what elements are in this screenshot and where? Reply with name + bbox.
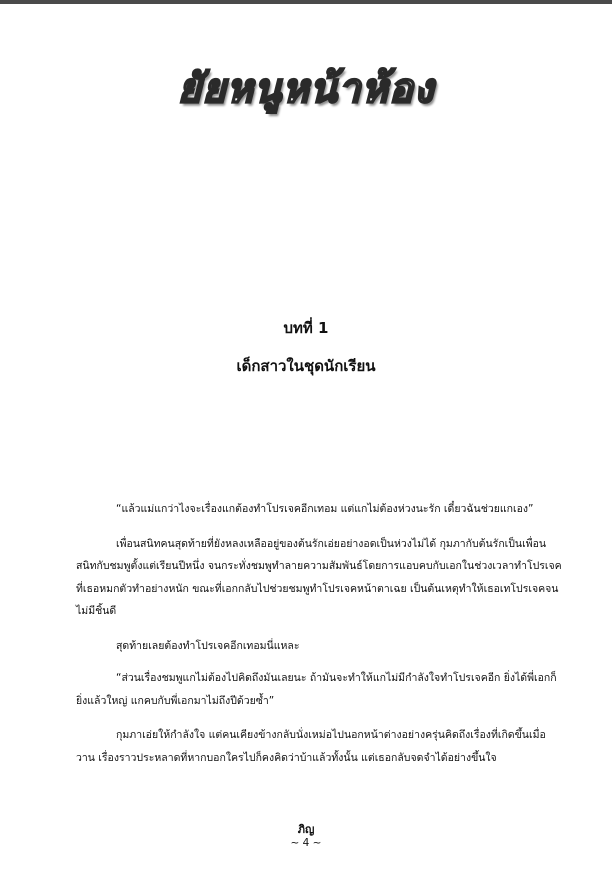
paragraph: “แล้วแม่แกว่าไงจะเรื่องแกต้องทำโปรเจคอีกเทอม แต่แกไม่ต้องห่วงนะรัก เดี๋ยวฉันช่วยแกเอง” (116, 503, 534, 515)
chapter-title: เด็กสาวในชุดนักเรียน (236, 357, 376, 375)
document-page (0, 4, 612, 882)
paragraph: “ส่วนเรื่องชมพูแกไม่ต้องไปคิดถึงมันเลยนะ ถ้ามันจะทำให้แกไม่มีกำลังใจทำโปรเจคอีก ยิ่งได้พี่เอกก็ยิ่งแล้วใหญ่ แกคบกับพี่เอกมาไม่ถึงปีด้วยซ้ำ” (76, 672, 557, 707)
paragraph: สุดท้ายเลยต้องทำโปรเจคอีกเทอมนี่แหละ (116, 639, 300, 652)
paragraph: เพื่อนสนิทคนสุดท้ายที่ยังหลงเหลืออยู่ของต้นรักเอ่ยอย่างอดเป็นห่วงไม่ได้ กุมภากับต้นรักเป็นเพื่อนสนิทกับชมพูตั้งแต่เรียนปีหนึ่ง จนกระทั่งชมพูทำลายความสัมพันธ์โดยการแอบคบกับเอกในช่วงเวลาทำโปรเจคที่เธอหมกตัวทำอย่างหนัก ขณะที่เอกกลับไปช่วยชมพูทำโปรเจคหน้าตาเฉย เป็นต้นเหตุทำให้เธอเทโปรเจคจนไม่มีชิ้นดี (76, 537, 562, 617)
chapter-number: บทที่ 1 (283, 319, 329, 337)
chapter-body (76, 498, 562, 781)
paragraph: กุมภาเอ่ยให้กำลังใจ แต่คนเคียงข้างกลับนั่งเหม่อไปนอกหน้าต่างอย่างครุ่นคิดถึงเรื่องที่เกิดขึ้นเมื่อวาน เรื่องราวประหลาดที่หากบอกใครไปก็คงคิดว่าบ้าแล้วทั้งนั้น แต่เธอกลับจดจำได้อย่างขึ้นใจ (76, 729, 546, 764)
book-title-art: ยัยหนูหน้าห้อง (177, 65, 435, 112)
footer-author: ภิญ (297, 823, 315, 836)
page-number: ~ 4 ~ (290, 837, 322, 849)
